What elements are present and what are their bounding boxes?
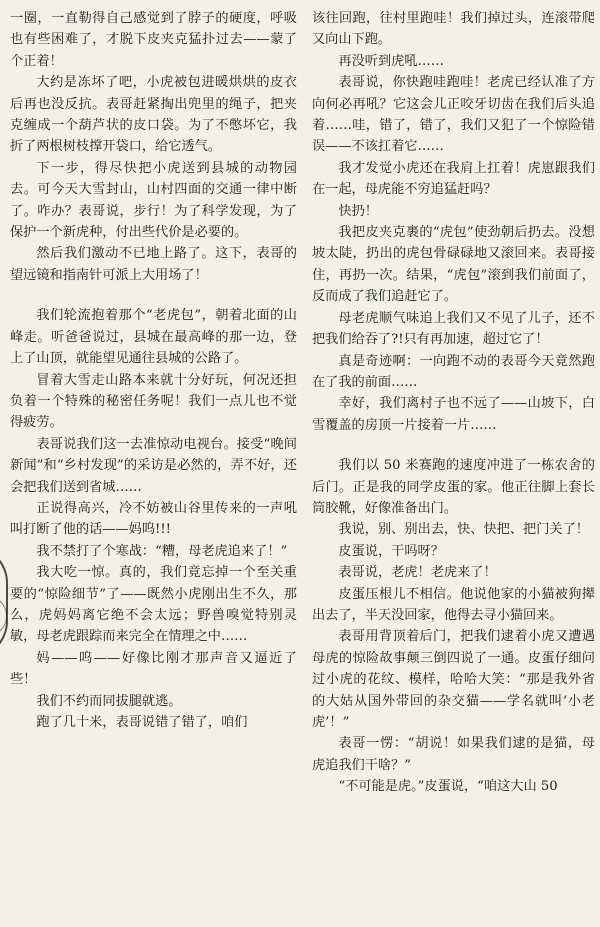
paragraph: 我把皮夹克裹的“虎包”使劲朝后扔去。没想坡太陡，扔出的虎包骨碌碌地又滚回来。表哥接住，再扔一次。结果，“虎包”滚到我们前面了，反而成了我们追赶它了。 [312, 225, 595, 305]
section-break [10, 286, 297, 305]
paragraph: 皮蛋说，干吗呀？ [338, 543, 444, 559]
paragraph: 表哥用背顶着后门，把我们逮着小虎又遭遇母虎的惊险故事颠三倒四说了一通。皮蛋仔细问过小虎的花纹、模样，哈哈大笑：“那是我外省的大姑从国外带回的杂交猫——学名就叫‘小老虎’！” [312, 629, 595, 730]
paragraph: 正说得高兴，冷不妨被山谷里传来的一声吼叫打断了他的话——妈呜!!! [10, 500, 297, 538]
paragraph: 幸好，我们离村子也不远了——山坡下，白雪覆盖的房顶一片接着一片…… [312, 396, 595, 433]
paragraph: 一圈，一直勒得自己感觉到了脖子的硬度，呼吸也有些困难了，才脱下皮夹克猛扑过去——蒙了个正着！ [10, 11, 297, 69]
paragraph: 皮蛋压根儿不相信。他说他家的小猫被狗撵出去了，半天没回家，他得去寻小猫回来。 [312, 586, 595, 623]
paragraph: 我才发觉小虎还在我肩上扛着！虎崽跟我们在一起，母虎能不穷追猛赶吗？ [312, 160, 595, 198]
paragraph: 母老虎顺气味追上我们又不见了儿子，还不把我们给吞了?!只有再加速，超过它了！ [312, 310, 595, 348]
paragraph: 表哥一愣：“胡说！如果我们逮的是猫，母虎追我们干啥？” [312, 736, 595, 773]
paragraph: 然后我们激动不已地上路了。这下，表哥的望远镜和指南针可派上大用场了！ [10, 246, 297, 283]
paragraph: 该往回跑，往村里跑哇！我们掉过头，连滚带爬又向山下跑。 [312, 11, 595, 48]
paragraph: 妈——呜——好像比刚才那声音又逼近了些！ [10, 650, 297, 688]
paragraph: 冒着大雪走山路本来就十分好玩，何况还担负着一个特殊的秘密任务呢！我们一点儿也不觉得疲劳。 [10, 372, 297, 431]
paragraph: 我说，别、别出去，快、快把、把门关了！ [338, 522, 589, 538]
paragraph: 表哥说，老虎！老虎来了！ [338, 565, 497, 581]
paragraph: 真是奇迹啊：一向跑不动的表哥今天竟然跑在了我的前面…… [312, 353, 595, 390]
paragraph: 表哥说，你快跑哇跑哇！老虎已经认准了方向何必再吼？它这会儿正咬牙切齿在我们后头追着……哇，错了，错了，我们又犯了一个惊险错误——不该扛着它…… [312, 75, 595, 155]
paragraph: “不可能是虎。”皮蛋说，“咱这大山 50 [338, 779, 558, 795]
paragraph: 我们不约而同拔腿就逃。 [36, 693, 182, 709]
paragraph: 我不禁打了个寒战：“糟，母老虎追来了！” [36, 543, 288, 559]
section-break [312, 436, 595, 455]
paragraph: 再没听到虎吼…… [338, 53, 444, 69]
paragraph: 下一步，得尽快把小虎送到县城的动物园去。可今天大雪封山，山村四面的交通一律中断了。咋办？表哥说，步行！为了科学发现，为了保护一个新虎种，付出些代价是必要的。 [10, 160, 297, 241]
paragraph: 快扔！ [338, 203, 378, 219]
paragraph: 我们轮流抱着那个“老虎包”，朝着北面的山峰走。听爸爸说过，县城在最高峰的那一边，登上了山顶，就能望见通往县城的公路了。 [10, 308, 297, 367]
right-column [312, 8, 595, 798]
paragraph: 表哥说我们这一去准惊动电视台。接受“晚间新闻”和“乡村发现”的采访是必然的，弄不好，还会把我们送到省城…… [10, 436, 297, 495]
left-column [10, 8, 297, 733]
paragraph: 大约是冻坏了吧，小虎被包进暖烘烘的皮衣后再也没反抗。表哥赶紧掏出兜里的绳子，把夹克缠成一个葫芦状的皮口袋。为了不憋坏它，我折了两根树枝撑开袋口，给它透气。 [10, 75, 297, 155]
paragraph: 我大吃一惊。真的，我们竟忘掉一个至关重要的“惊险细节”了——既然小虎刚出生不久，那么，虎妈妈离它绝不会太远；野兽嗅觉特别灵敏，母老虎跟踪而来完全在情理之中…… [10, 565, 297, 645]
paragraph: 跑了几十米，表哥说错了错了，咱们 [36, 715, 248, 730]
paragraph: 我们以 50 米赛跑的速度冲进了一栋农舍的后门。正是我的同学皮蛋的家。他正往脚上套长筒胶靴，好像准备出门。 [312, 458, 595, 516]
